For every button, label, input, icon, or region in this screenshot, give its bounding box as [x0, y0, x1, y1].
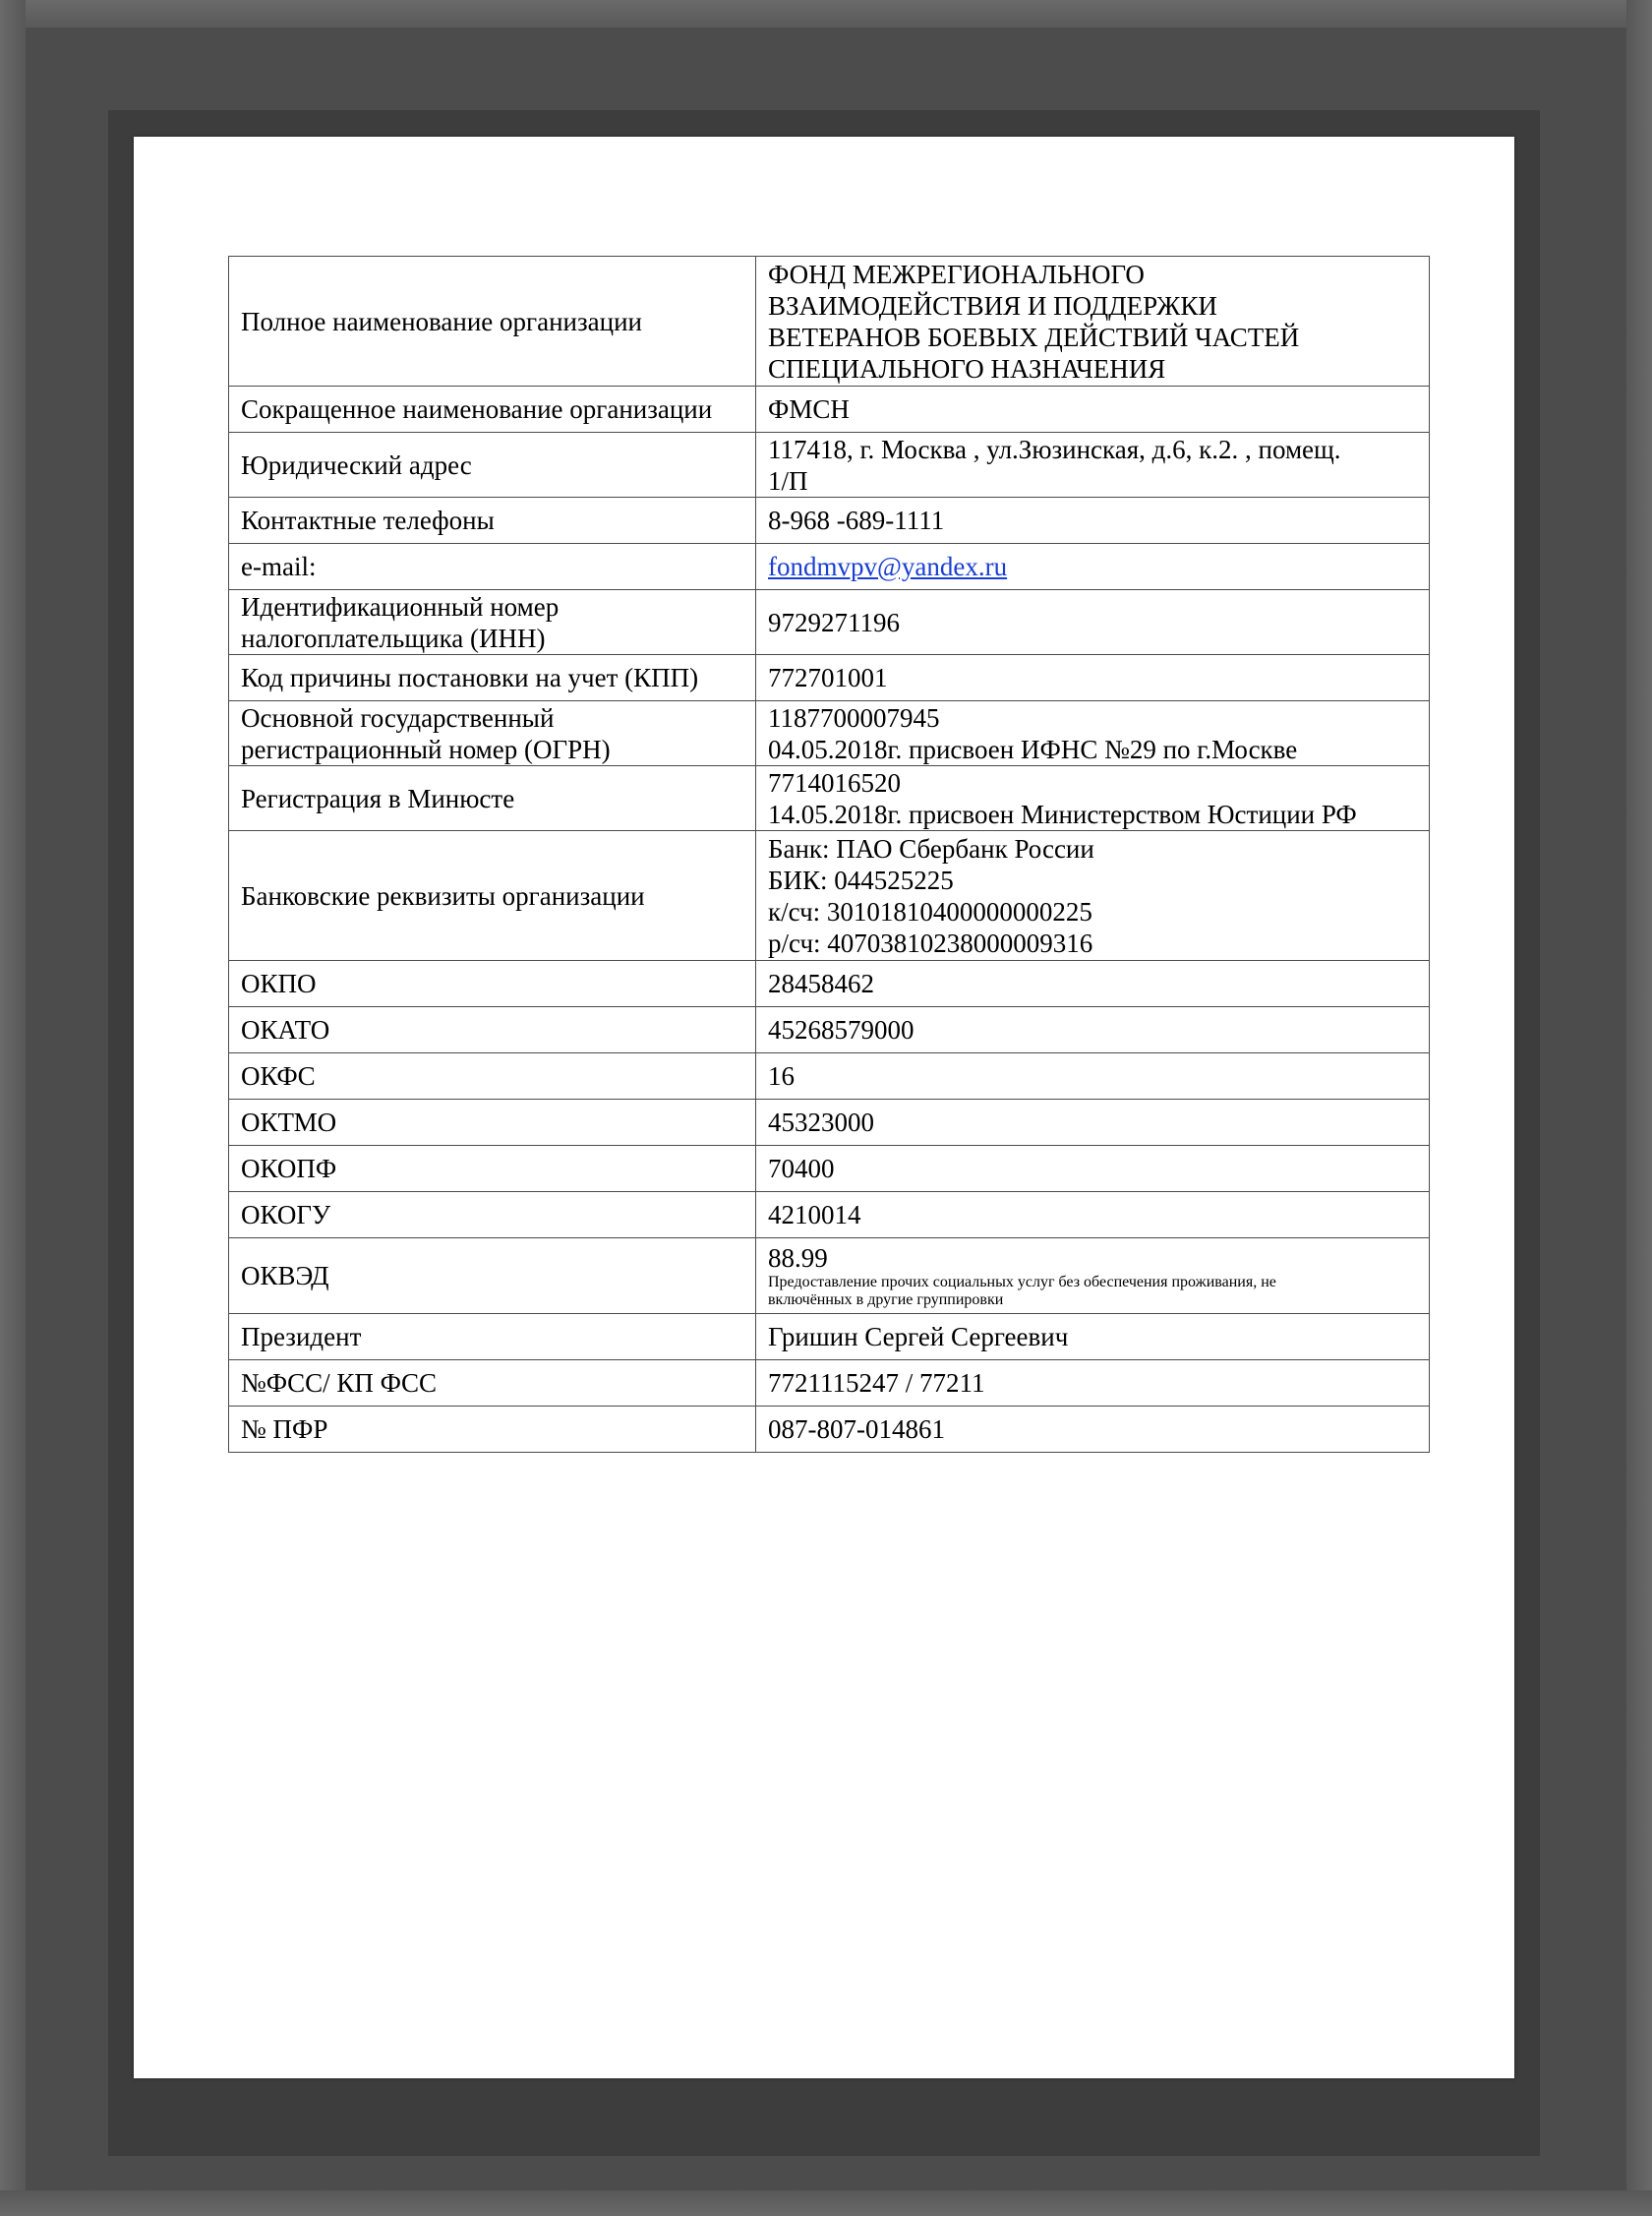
- value-line: 1/П: [768, 465, 808, 496]
- value-line: ВЗАИМОДЕЙСТВИЯ И ПОДДЕРЖКИ: [768, 290, 1217, 321]
- row-value: [756, 1238, 1430, 1314]
- value-line: к/сч: 30101810400000000225: [768, 896, 1092, 927]
- row-value: Гришин Сергей Сергеевич: [756, 1314, 1430, 1360]
- email-link[interactable]: fondmvpv@yandex.ru: [768, 552, 1008, 581]
- value-line: 14.05.2018г. присвоен Министерством Юстиции РФ: [768, 799, 1357, 829]
- row-label: ОКПО: [229, 961, 756, 1007]
- row-value: [756, 831, 1430, 961]
- row-label: [229, 701, 756, 766]
- value-line: р/сч: 40703810238000009316: [768, 928, 1093, 958]
- row-value: 45323000: [756, 1100, 1430, 1146]
- row-value: [756, 433, 1430, 498]
- frame-top-edge: [0, 0, 1652, 28]
- label-line: Основной государственный: [241, 702, 555, 733]
- row-value: [756, 544, 1430, 590]
- row-label: ОКВЭД: [229, 1238, 756, 1314]
- row-label: ОКФС: [229, 1053, 756, 1100]
- value-line: СПЕЦИАЛЬНОГО НАЗНАЧЕНИЯ: [768, 353, 1166, 384]
- row-value: [756, 701, 1430, 766]
- row-label: Президент: [229, 1314, 756, 1360]
- value-line: 1187700007945: [768, 702, 940, 733]
- row-value: 772701001: [756, 655, 1430, 701]
- row-label: ОКОГУ: [229, 1192, 756, 1238]
- row-label: e-mail:: [229, 544, 756, 590]
- table-row: [229, 1192, 1430, 1238]
- row-label: [229, 590, 756, 655]
- row-label: Регистрация в Минюсте: [229, 766, 756, 831]
- row-label: Код причины постановки на учет (КПП): [229, 655, 756, 701]
- table-row: [229, 387, 1430, 433]
- value-line: 04.05.2018г. присвоен ИФНС №29 по г.Москве: [768, 734, 1298, 764]
- value-line: ВЕТЕРАНОВ БОЕВЫХ ДЕЙСТВИЙ ЧАСТЕЙ: [768, 322, 1300, 352]
- table-row: [229, 1238, 1430, 1314]
- okved-description: Предоставление прочих социальных услуг без обеспечения проживания, не: [768, 1274, 1276, 1290]
- table-row: [229, 701, 1430, 766]
- table-row: [229, 1007, 1430, 1053]
- row-label: Банковские реквизиты организации: [229, 831, 756, 961]
- row-value: 16: [756, 1053, 1430, 1100]
- table-row: [229, 1053, 1430, 1100]
- row-label: Полное наименование организации: [229, 257, 756, 387]
- row-value: 28458462: [756, 961, 1430, 1007]
- label-line: регистрационный номер (ОГРН): [241, 734, 611, 764]
- row-value: 8-968 -689-1111: [756, 498, 1430, 544]
- document-page: [134, 137, 1514, 2078]
- row-value: 70400: [756, 1146, 1430, 1192]
- table-row: [229, 766, 1430, 831]
- row-label: ОКОПФ: [229, 1146, 756, 1192]
- label-line: налогоплательщика (ИНН): [241, 623, 546, 653]
- table-row: [229, 1146, 1430, 1192]
- table-row: [229, 544, 1430, 590]
- row-value: 087-807-014861: [756, 1407, 1430, 1453]
- table-row: [229, 498, 1430, 544]
- row-label: Сокращенное наименование организации: [229, 387, 756, 433]
- row-label: ОКАТО: [229, 1007, 756, 1053]
- label-line: Идентификационный номер: [241, 591, 560, 622]
- table-row: [229, 1100, 1430, 1146]
- okved-description: включённых в другие группировки: [768, 1291, 1004, 1308]
- table-row: [229, 590, 1430, 655]
- value-line: Банк: ПАО Сбербанк России: [768, 833, 1094, 864]
- row-label: Юридический адрес: [229, 433, 756, 498]
- row-value: 7721115247 / 77211: [756, 1360, 1430, 1407]
- value-line: 88.99: [768, 1243, 828, 1273]
- value-line: БИК: 044525225: [768, 865, 954, 895]
- row-value: ФМСН: [756, 387, 1430, 433]
- value-line: 117418, г. Москва , ул.Зюзинская, д.6, к.2. , помещ.: [768, 434, 1341, 464]
- row-label: №ФСС/ КП ФСС: [229, 1360, 756, 1407]
- table-row: [229, 655, 1430, 701]
- table-row: [229, 1407, 1430, 1453]
- table-row: [229, 257, 1430, 387]
- table-row: [229, 433, 1430, 498]
- organization-details-table: [228, 256, 1430, 1453]
- row-value: [756, 766, 1430, 831]
- row-value: 45268579000: [756, 1007, 1430, 1053]
- frame-left-edge: [0, 0, 26, 2216]
- row-value: [756, 257, 1430, 387]
- value-line: ФОНД МЕЖРЕГИОНАЛЬНОГО: [768, 259, 1145, 289]
- value-line: 7714016520: [768, 767, 901, 798]
- table-row: [229, 1314, 1430, 1360]
- row-value: 9729271196: [756, 590, 1430, 655]
- table-row: [229, 961, 1430, 1007]
- row-value: 4210014: [756, 1192, 1430, 1238]
- table-row: [229, 831, 1430, 961]
- row-label: ОКТМО: [229, 1100, 756, 1146]
- table-row: [229, 1360, 1430, 1407]
- frame-right-edge: [1626, 0, 1652, 2216]
- row-label: № ПФР: [229, 1407, 756, 1453]
- frame-bottom-edge: [0, 2190, 1652, 2216]
- row-label: Контактные телефоны: [229, 498, 756, 544]
